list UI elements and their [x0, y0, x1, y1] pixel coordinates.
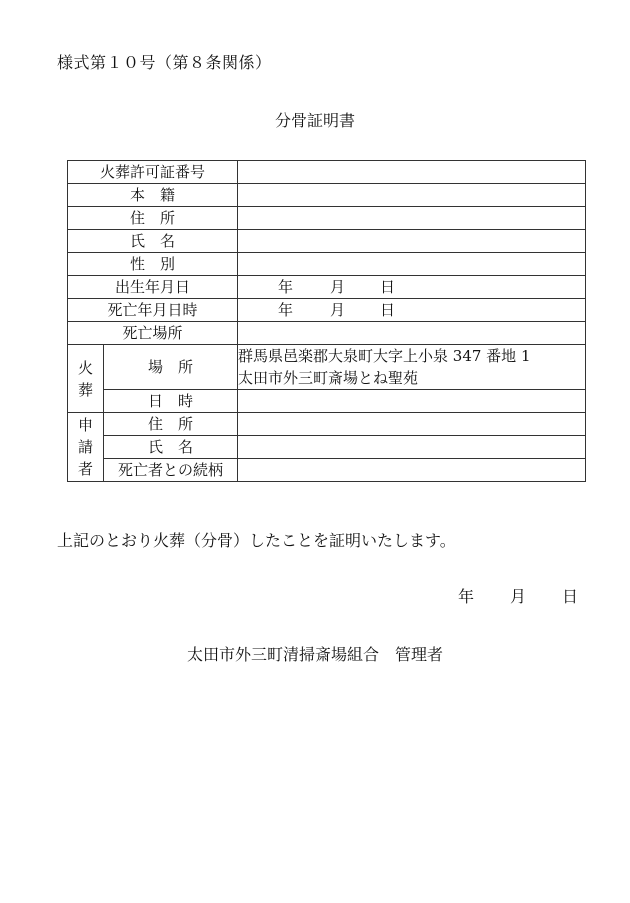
- applicant-address-field[interactable]: [238, 413, 586, 436]
- death-place-field[interactable]: [238, 322, 586, 345]
- applicant-name-label: 氏 名: [104, 436, 238, 459]
- certification-statement: 上記のとおり火葬（分骨）したことを証明いたします。: [57, 531, 456, 550]
- address-field[interactable]: [238, 207, 586, 230]
- table-row: [68, 413, 586, 436]
- cremation-place-facility: 太田市外三町斎場とね聖苑: [238, 369, 419, 387]
- table-row: [68, 184, 586, 207]
- applicant-address-label: 住 所: [104, 413, 238, 436]
- address-label: 住 所: [68, 207, 238, 230]
- cremation-datetime-field[interactable]: [238, 390, 586, 413]
- certificate-table: [67, 160, 586, 482]
- cremation-group-label: 火葬: [68, 345, 104, 413]
- month-unit: 月: [330, 301, 346, 319]
- table-row: [68, 161, 586, 184]
- year-unit: 年: [278, 278, 294, 296]
- name-label: 氏 名: [68, 230, 238, 253]
- death-datetime-label: 死亡年月日時: [68, 299, 238, 322]
- applicant-name-field[interactable]: [238, 436, 586, 459]
- table-row: [68, 253, 586, 276]
- applicant-relation-label: 死亡者との続柄: [104, 459, 238, 482]
- table-row: [68, 459, 586, 482]
- sex-field[interactable]: [238, 253, 586, 276]
- year-unit: 年: [278, 301, 294, 319]
- day-unit: 日: [380, 301, 396, 319]
- document-title: 分骨証明書: [274, 111, 355, 130]
- issue-date: [458, 584, 578, 607]
- issuer-name: 太田市外三町清掃斎場組合 管理者: [186, 645, 443, 664]
- cremation-place-address: 群馬県邑楽郡大泉町大字上小泉 347 番地 1: [238, 347, 531, 365]
- table-row: [68, 390, 586, 413]
- cremation-place-value: [238, 345, 586, 390]
- table-row: [68, 207, 586, 230]
- table-row: [68, 345, 586, 390]
- birth-date-field[interactable]: [238, 276, 586, 299]
- honseki-field[interactable]: [238, 184, 586, 207]
- month-unit: 月: [509, 587, 526, 606]
- table-row: [68, 276, 586, 299]
- honseki-label: 本 籍: [68, 184, 238, 207]
- birth-date-label: 出生年月日: [68, 276, 238, 299]
- table-row: [68, 230, 586, 253]
- cremation-datetime-label: 日 時: [104, 390, 238, 413]
- permit-number-field[interactable]: [238, 161, 586, 184]
- sex-label: 性 別: [68, 253, 238, 276]
- death-datetime-field[interactable]: [238, 299, 586, 322]
- cremation-place-label: 場 所: [104, 345, 238, 390]
- year-unit: 年: [457, 587, 474, 606]
- day-unit: 日: [561, 587, 578, 606]
- day-unit: 日: [380, 278, 396, 296]
- applicant-relation-field[interactable]: [238, 459, 586, 482]
- form-number: 様式第１０号（第８条関係）: [57, 53, 272, 72]
- death-place-label: 死亡場所: [68, 322, 238, 345]
- table-row: [68, 322, 586, 345]
- table-row: [68, 436, 586, 459]
- permit-number-label: 火葬許可証番号: [68, 161, 238, 184]
- name-field[interactable]: [238, 230, 586, 253]
- applicant-group-label: 申請者: [68, 413, 104, 482]
- table-row: [68, 299, 586, 322]
- month-unit: 月: [330, 278, 346, 296]
